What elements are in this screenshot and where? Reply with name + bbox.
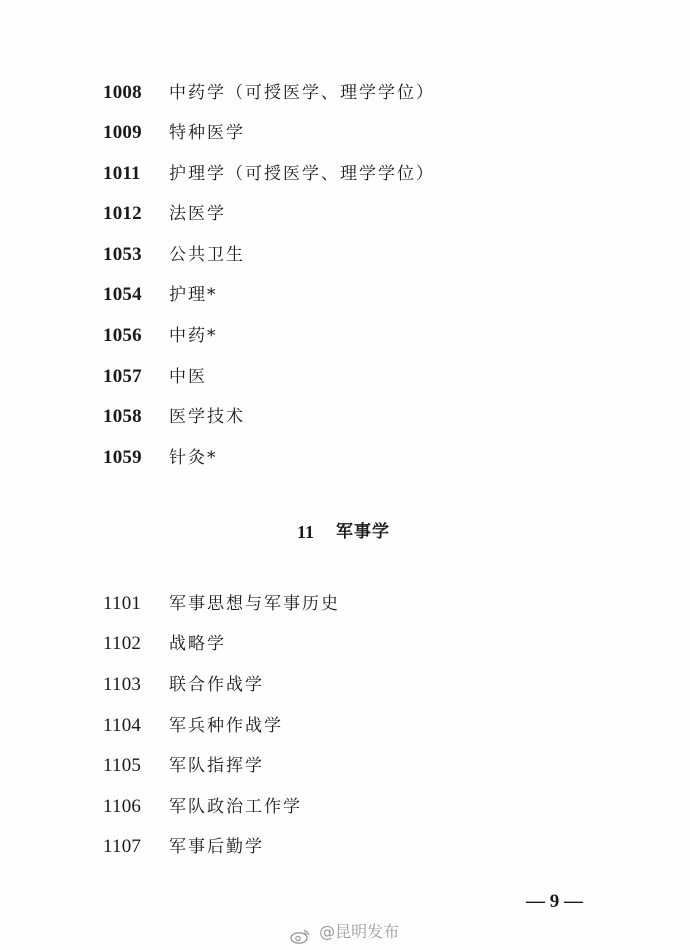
discipline-name: 医学技术: [169, 407, 245, 427]
list-item: [0, 321, 690, 351]
list-item: [0, 670, 690, 700]
discipline-name: 针灸*: [169, 448, 218, 468]
discipline-code: 1057: [103, 366, 142, 387]
list-item: [0, 362, 690, 392]
discipline-name: 法医学: [169, 204, 226, 224]
list-item: [0, 443, 690, 473]
section-title: 军事学: [336, 522, 390, 542]
list-item: [0, 751, 690, 781]
discipline-name: 中医: [169, 367, 207, 387]
discipline-name: 军事后勤学: [169, 837, 264, 857]
watermark-text: @昆明发布: [319, 922, 400, 941]
list-item: [0, 589, 690, 619]
section-number: 11: [297, 522, 315, 542]
discipline-code: 1056: [103, 325, 142, 346]
list-item: [0, 280, 690, 310]
discipline-name: 军事思想与军事历史: [169, 594, 340, 614]
discipline-code: 1012: [103, 203, 142, 224]
discipline-name: 护理*: [169, 285, 218, 305]
discipline-code: 1011: [103, 163, 141, 184]
discipline-name: 护理学（可授医学、理学学位）: [169, 164, 435, 184]
discipline-code: 1105: [103, 755, 142, 776]
list-item: [0, 402, 690, 432]
discipline-name: 中药学（可授医学、理学学位）: [169, 83, 435, 103]
discipline-name: 公共卫生: [169, 245, 245, 265]
list-item: [0, 240, 690, 270]
discipline-code: 1053: [103, 244, 142, 265]
discipline-code: 1103: [103, 674, 142, 695]
list-item: [0, 159, 690, 189]
discipline-name: 军兵种作战学: [169, 716, 283, 736]
section-heading: [0, 517, 690, 547]
discipline-code: 1059: [103, 447, 142, 468]
list-item: [0, 711, 690, 741]
discipline-code: 1058: [103, 406, 142, 427]
discipline-code: 1009: [103, 122, 142, 143]
discipline-code: 1008: [103, 82, 142, 103]
weibo-icon: [290, 925, 310, 941]
discipline-code: 1102: [103, 633, 142, 654]
discipline-name: 特种医学: [169, 123, 245, 143]
discipline-name: 军队政治工作学: [169, 797, 302, 817]
discipline-code: 1101: [103, 593, 142, 614]
list-item: [0, 78, 690, 108]
discipline-name: 联合作战学: [169, 675, 264, 695]
list-item: [0, 629, 690, 659]
list-item: [0, 792, 690, 822]
discipline-name: 中药*: [169, 326, 218, 346]
discipline-name: 战略学: [169, 634, 226, 654]
discipline-code: 1106: [103, 796, 142, 817]
page-number: — 9 —: [526, 891, 583, 912]
discipline-name: 军队指挥学: [169, 756, 264, 776]
discipline-code: 1104: [103, 715, 142, 736]
discipline-code: 1054: [103, 284, 142, 305]
list-item: [0, 199, 690, 229]
watermark: [290, 918, 399, 946]
list-item: [0, 118, 690, 148]
list-item: [0, 832, 690, 862]
discipline-code: 1107: [103, 836, 142, 857]
